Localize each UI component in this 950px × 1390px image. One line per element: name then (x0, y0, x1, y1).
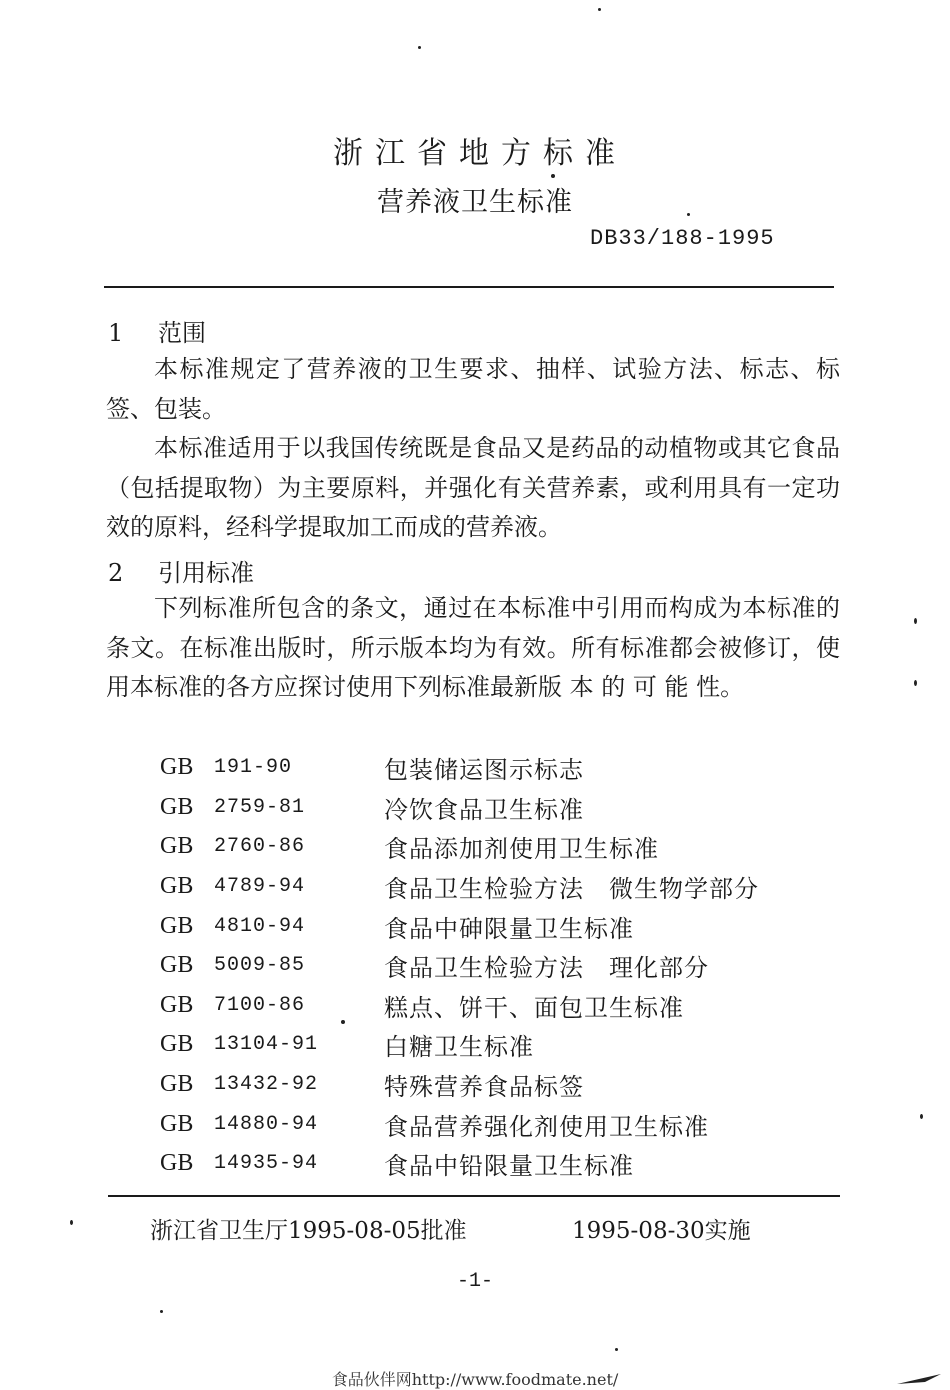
reference-prefix: GB (160, 833, 194, 860)
scan-speck (914, 618, 917, 624)
scan-speck (598, 8, 601, 11)
standard-code: DB33/188-1995 (590, 226, 775, 251)
reference-number: 191-90 (214, 756, 293, 780)
reference-number: 7100-86 (214, 993, 306, 1017)
reference-number: 14880-94 (214, 1112, 319, 1136)
reference-number: 4810-94 (214, 914, 306, 938)
header-rule (104, 286, 834, 288)
section-2-title: 引用标准 (158, 559, 254, 587)
reference-list (160, 748, 759, 1184)
section-2-body (106, 589, 840, 708)
reference-name: 食品营养强化剂使用卫生标准 (384, 1112, 709, 1141)
section-1-title: 范围 (158, 319, 206, 347)
reference-prefix: GB (160, 1071, 194, 1098)
references-intro-paragraph: 下列标准所包含的条文，通过在本标准中引用而构成为本标准的条文。在标准出版时，所示版本均为有效。所有标准都会被修订，使用本标准的各方应探讨使用下列标准最新版 本 的 可 能 性。 (106, 594, 840, 701)
reference-number: 4789-94 (214, 875, 306, 899)
scan-smudge (895, 1368, 945, 1388)
scan-speck (341, 1020, 345, 1024)
effective-date: 1995-08-30实施 (572, 1218, 751, 1244)
reference-number: 13432-92 (214, 1073, 319, 1097)
reference-name: 白糖卫生标准 (384, 1033, 534, 1062)
footer-rule (108, 1195, 840, 1197)
scan-speck (615, 1348, 618, 1351)
reference-number: 2760-86 (214, 835, 306, 859)
reference-item (160, 906, 759, 946)
page-number: -1- (456, 1270, 493, 1293)
reference-item (160, 867, 759, 907)
section-1-number: 1 (108, 319, 124, 347)
scan-speck (914, 680, 917, 686)
reference-prefix: GB (160, 1110, 194, 1137)
reference-prefix: GB (160, 952, 194, 979)
standard-name: 营养液卫生标准 (377, 187, 573, 218)
scan-speck (418, 46, 421, 49)
reference-item (160, 946, 759, 986)
reference-item (160, 827, 759, 867)
reference-name: 冷饮食品卫生标准 (384, 795, 584, 824)
section-2-number: 2 (108, 559, 124, 587)
scan-speck (160, 1310, 163, 1313)
document-title: 浙江省地方标准 (333, 136, 627, 171)
reference-name: 特殊营养食品标签 (384, 1073, 584, 1102)
scope-paragraph: 本标准规定了营养液的卫生要求、抽样、试验方法、标志、标签、包装。 (106, 355, 840, 423)
reference-item (160, 986, 759, 1026)
section-1-body (106, 350, 840, 548)
scan-speck (70, 1220, 73, 1225)
reference-prefix: GB (160, 1150, 194, 1177)
reference-name: 包装储运图示标志 (384, 756, 584, 785)
reference-prefix: GB (160, 991, 194, 1018)
reference-name: 食品卫生检验方法 理化部分 (384, 954, 709, 983)
reference-prefix: GB (160, 1031, 194, 1058)
reference-item (160, 1104, 759, 1144)
reference-number: 2759-81 (214, 795, 306, 819)
reference-number: 14935-94 (214, 1152, 319, 1176)
reference-number: 5009-85 (214, 954, 306, 978)
scan-speck (551, 174, 555, 178)
reference-item (160, 788, 759, 828)
reference-item (160, 748, 759, 788)
reference-prefix: GB (160, 912, 194, 939)
section-1-heading (108, 313, 206, 348)
reference-item (160, 1065, 759, 1105)
reference-name: 食品中砷限量卫生标准 (384, 914, 634, 943)
scan-speck (920, 1114, 923, 1119)
reference-name: 食品添加剂使用卫生标准 (384, 835, 659, 864)
reference-prefix: GB (160, 793, 194, 820)
source-watermark: 食品伙伴网http://www.foodmate.net/ (331, 1370, 619, 1389)
reference-prefix: GB (160, 754, 194, 781)
approval-info: 浙江省卫生厅1995-08-05批准 (150, 1218, 467, 1244)
reference-item (160, 1025, 759, 1065)
reference-prefix: GB (160, 873, 194, 900)
section-2-heading (108, 553, 254, 588)
reference-name: 食品中铅限量卫生标准 (384, 1152, 634, 1181)
scan-speck (687, 213, 690, 216)
reference-number: 13104-91 (214, 1033, 319, 1057)
reference-item (160, 1144, 759, 1184)
reference-name: 糕点、饼干、面包卫生标准 (384, 993, 684, 1022)
applicability-paragraph: 本标准适用于以我国传统既是食品又是药品的动植物或其它食品（包括提取物）为主要原料，并强化有关营养素，或利用具有一定功效的原料，经科学提取加工而成的营养液。 (106, 434, 840, 541)
reference-name: 食品卫生检验方法 微生物学部分 (384, 875, 759, 904)
